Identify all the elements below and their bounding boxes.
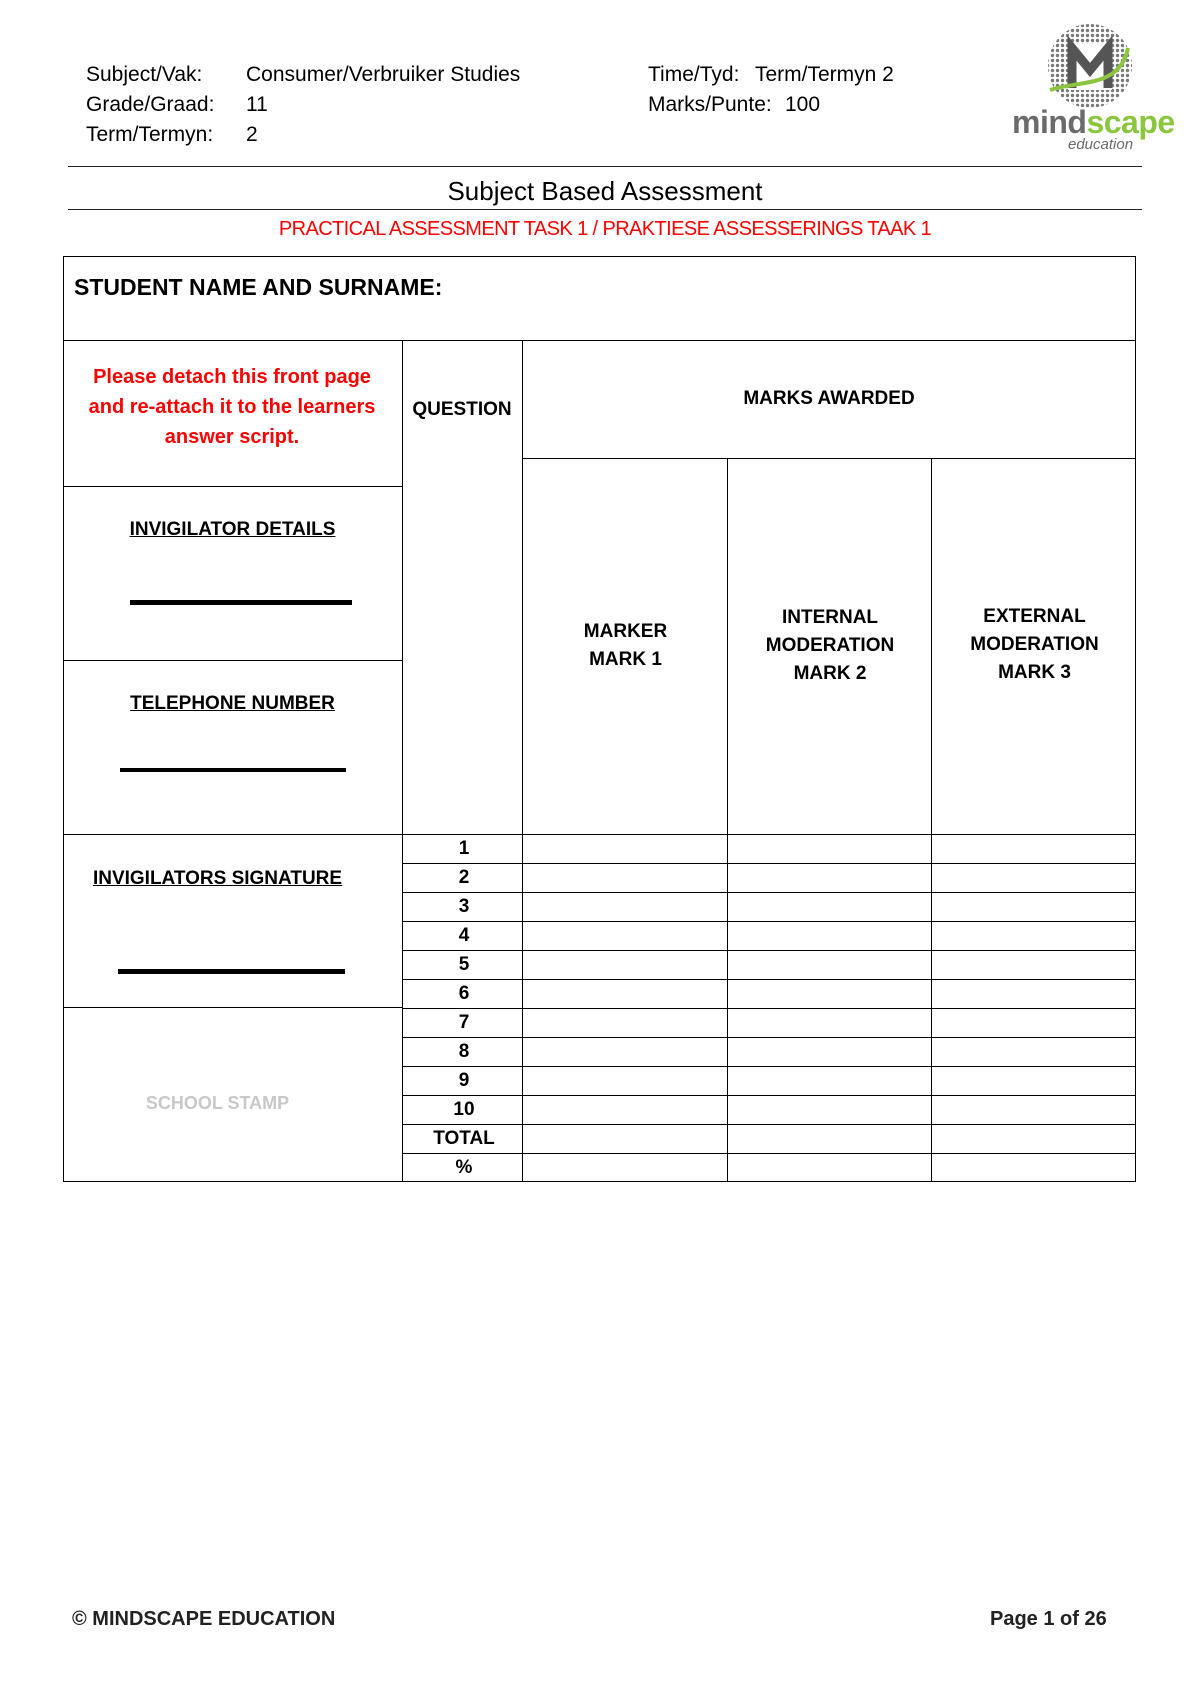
grade-label: Grade/Graad:	[86, 93, 215, 116]
mark-1-cell[interactable]	[524, 1155, 725, 1181]
term-label: Term/Termyn:	[86, 123, 214, 146]
telephone-number-line[interactable]	[120, 768, 346, 772]
mark-2-cell[interactable]	[729, 1010, 930, 1036]
logo-subtext: education	[1068, 136, 1134, 153]
mark-1-cell[interactable]	[524, 865, 725, 891]
mark-1-cell[interactable]	[524, 1010, 725, 1036]
logo-wordmark: mindscape	[1012, 104, 1175, 140]
question-number: 4	[458, 925, 470, 946]
left-divider-1	[63, 486, 402, 487]
time-value: Term/Termyn 2	[755, 63, 894, 86]
left-divider-3	[63, 1007, 402, 1008]
mark-1-cell[interactable]	[524, 923, 725, 949]
question-number: 7	[458, 1012, 470, 1033]
question-number: 5	[458, 954, 470, 975]
question-col-left	[402, 340, 403, 1182]
mark-2-cell[interactable]	[729, 865, 930, 891]
mark-2-cell[interactable]	[729, 1068, 930, 1094]
mark-1-cell[interactable]	[524, 1068, 725, 1094]
mark-3-cell[interactable]	[933, 1039, 1134, 1065]
external-moderation-mark-3-header: EXTERNAL MODERATION MARK 3	[970, 606, 1099, 683]
marks-value: 100	[785, 93, 821, 116]
mark-3-cell[interactable]	[933, 923, 1134, 949]
student-name-label: STUDENT NAME AND SURNAME:	[74, 274, 443, 300]
question-number: 6	[458, 983, 470, 1004]
mark-3-cell[interactable]	[933, 1097, 1134, 1123]
marker-mark-1-header: MARKER MARK 1	[583, 621, 668, 670]
marks-header-divider	[522, 458, 1136, 459]
mark-2-cell[interactable]	[729, 1126, 930, 1152]
question-number: 10	[453, 1099, 475, 1120]
invigilator-signature-line[interactable]	[118, 969, 345, 974]
mark-1-cell[interactable]	[524, 1097, 725, 1123]
marks-awarded-header: MARKS AWARDED	[743, 388, 915, 409]
mark-3-cell[interactable]	[933, 1010, 1134, 1036]
question-number: 9	[458, 1070, 470, 1091]
mark-1-cell[interactable]	[524, 981, 725, 1007]
subject-label: Subject/Vak:	[86, 63, 203, 86]
title-divider	[68, 209, 1142, 210]
page-title: Subject Based Assessment	[447, 176, 763, 206]
internal-moderation-mark-2-header: INTERNAL MODERATION MARK 2	[765, 607, 895, 684]
header-divider	[68, 166, 1142, 167]
mark-2-cell[interactable]	[729, 894, 930, 920]
mark-1-cell[interactable]	[524, 1126, 725, 1152]
question-number: 3	[458, 896, 470, 917]
mark-2-cell[interactable]	[729, 981, 930, 1007]
question-number: TOTAL	[433, 1128, 495, 1149]
mark-3-cell[interactable]	[933, 1155, 1134, 1181]
student-row-divider	[63, 340, 1136, 341]
telephone-number-label: TELEPHONE NUMBER	[130, 693, 335, 714]
mark-3-cell[interactable]	[933, 981, 1134, 1007]
mark-2-cell[interactable]	[729, 1155, 930, 1181]
question-number: %	[455, 1157, 473, 1178]
invigilator-details-line[interactable]	[130, 600, 352, 605]
question-number: 8	[458, 1041, 470, 1062]
rows-top-divider	[63, 834, 1136, 835]
task-subtitle: PRACTICAL ASSESSMENT TASK 1 / PRAKTIESE ASSESSERINGS TAAK 1	[278, 218, 932, 240]
footer-page-number: Page 1 of 26	[990, 1608, 1107, 1630]
mark-2-cell[interactable]	[729, 1039, 930, 1065]
mark-3-cell[interactable]	[933, 836, 1134, 862]
mark1-col-right	[727, 458, 728, 1182]
mark-2-cell[interactable]	[729, 923, 930, 949]
left-divider-2	[63, 660, 402, 661]
mark-3-cell[interactable]	[933, 894, 1134, 920]
mark-1-cell[interactable]	[524, 952, 725, 978]
mark-2-cell[interactable]	[729, 952, 930, 978]
mark-1-cell[interactable]	[524, 836, 725, 862]
question-number: 1	[458, 838, 470, 859]
invigilator-details-label: INVIGILATOR DETAILS	[129, 519, 336, 540]
detach-note: Please detach this front page and re-attach it to the learners answer script.	[88, 366, 376, 448]
mark-2-cell[interactable]	[729, 836, 930, 862]
mark-1-cell[interactable]	[524, 894, 725, 920]
mark-3-cell[interactable]	[933, 1126, 1134, 1152]
grade-value: 11	[246, 93, 268, 116]
student-name-field[interactable]	[470, 270, 1120, 310]
mark-3-cell[interactable]	[933, 1068, 1134, 1094]
question-number: 2	[458, 867, 470, 888]
invigilator-signature-label: INVIGILATORS SIGNATURE	[92, 868, 343, 889]
question-header: QUESTION	[412, 399, 512, 420]
mark-2-cell[interactable]	[729, 1097, 930, 1123]
mark-3-cell[interactable]	[933, 865, 1134, 891]
term-value: 2	[246, 123, 258, 146]
mark2-col-right	[931, 458, 932, 1182]
mark-1-cell[interactable]	[524, 1039, 725, 1065]
mark-3-cell[interactable]	[933, 952, 1134, 978]
time-label: Time/Tyd:	[648, 63, 740, 86]
marks-label: Marks/Punte:	[648, 93, 772, 116]
school-stamp-label: SCHOOL STAMP	[145, 1093, 290, 1113]
footer-copyright: © MINDSCAPE EDUCATION	[72, 1608, 336, 1630]
subject-value: Consumer/Verbruiker Studies	[246, 63, 521, 86]
